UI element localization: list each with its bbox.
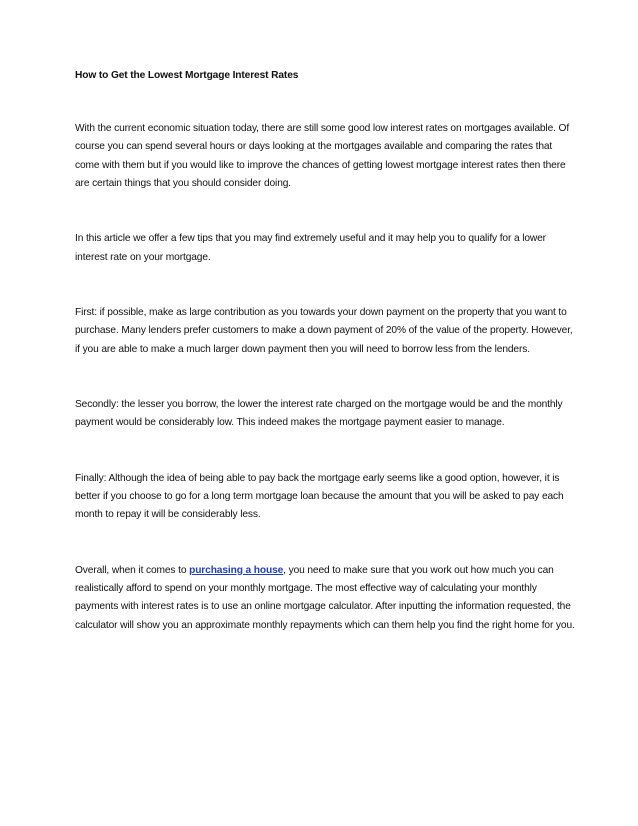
paragraph-finally: Finally: Although the idea of being able to pay back the mortgage early seems like a good option, however, it is better if you choose to go for a long term mortgage loan because the amount that you will be asked to pay each month to repay it will be considerably less. <box>75 472 564 521</box>
paragraph-overall <box>75 562 575 636</box>
document-title: How to Get the Lowest Mortgage Interest Rates <box>75 70 299 81</box>
paragraph-secondly: Secondly: the lesser you borrow, the lower the interest rate charged on the mortgage would be and the monthly payment would be considerably low. This indeed makes the mortgage payment easier to manage. <box>75 399 563 429</box>
paragraph-intro: With the current economic situation today, there are still some good low interest rates on mortgages available. Of course you can spend several hours or days looking at the mortgages available and comparing the rates that come with them but if you would like to improve the chances of getting lowest mortgage interest rates then there are certain things that you should consider doing. <box>75 123 570 190</box>
paragraph-overall-lead: Overall, when it comes to <box>75 564 190 576</box>
purchasing-a-house-link[interactable]: purchasing a house <box>189 564 284 576</box>
paragraph-first: First: if possible, make as large contribution as you towards your down payment on the property that you want to purchase. Many lenders prefer customers to make a down payment of 20% of the value of the property. However, if you are able to make a much larger down payment then you will need to borrow less from the lenders. <box>75 307 573 355</box>
paragraph-tips: In this article we offer a few tips that you may find extremely useful and it may help you to qualify for a lower interest rate on your mortgage. <box>75 233 546 263</box>
document-body <box>75 69 575 672</box>
paragraph-overall-rest: , you need to make sure that you work out how much you can realistically afford to spend on your monthly mortgage. The most effective way of calculating your monthly payments with interest rates is to use an online mortgage calculator. After inputting the information requested, the calculator will show you an approximate monthly repayments which can them help you find the right home for you. <box>75 564 575 631</box>
